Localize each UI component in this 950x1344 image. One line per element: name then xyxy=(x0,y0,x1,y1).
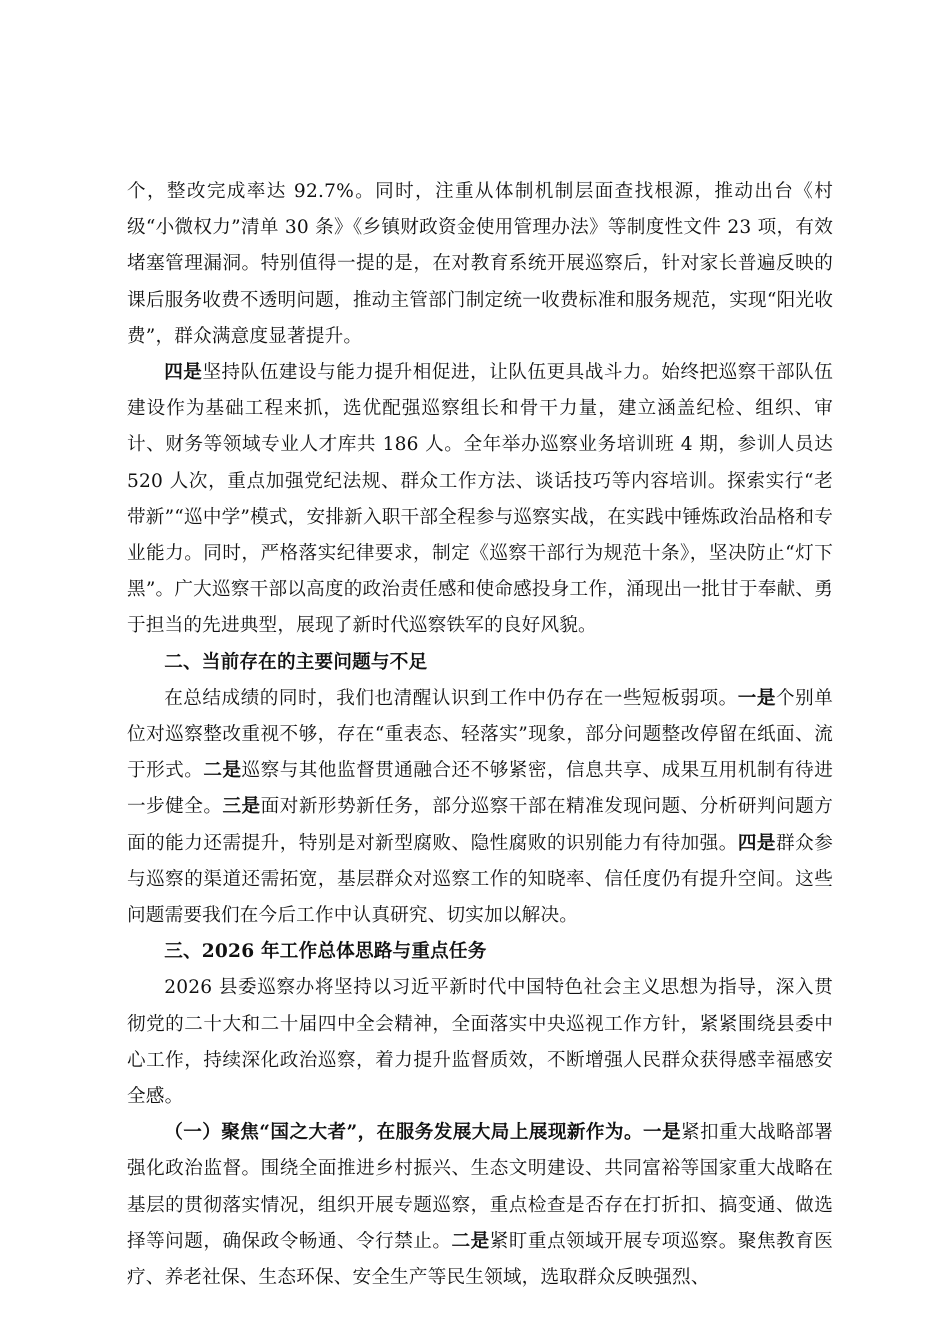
section-heading-2026-plan: 三、2026 年工作总体思路与重点任务 xyxy=(164,941,487,963)
paragraph-text: 紧盯重点领域开展专项巡察。聚焦教育医疗、养老社保、生态环保、安全生产等民生领域，选取群众反映强烈、 xyxy=(127,1230,834,1289)
paragraph-text: 坚持队伍建设与能力提升相促进，让队伍更具战斗力。始终把巡察干部队伍建设作为基础工程来抓，选优配强巡察组长和骨干力量，建立涵盖纪检、组织、审计、财务等领域专业人才库共 186 人。全年举办巡察业务培训班 4 期，参训人员达 520 人次，重点加强党纪法规、群众工作方法、谈话技巧等内容培训。探索实行“老带新”“巡中学”模式，安排新入职干部全程参与巡察实战，在实践中锤炼政治品格和专业能力。同时，严格落实纪律要求，制定《巡察干部行为规范十条》，坚决防止“灯下黑”。广大巡察干部以高度的政治责任感和使命感投身工作，涌现出一批甘于奉献、勇于担当的先进典型，展现了新时代巡察铁军的良好风貌。 xyxy=(127,362,834,637)
paragraph-text: 群众参与巡察的渠道还需拓宽，基层群众对巡察工作的知晓率、信任度仍有提升空间。这些问题需要我们在今后工作中认真研究、切实加以解决。 xyxy=(127,832,834,927)
paragraph-key-task-one xyxy=(127,1115,833,1296)
bold-lead: 四是 xyxy=(164,362,203,384)
paragraph-text: 在总结成绩的同时，我们也清醒认识到工作中仍存在一些短板弱项。 xyxy=(164,687,738,709)
bold-lead: 一是 xyxy=(642,1122,682,1144)
sub-heading: （一）聚焦“国之大者”，在服务发展大局上展现新作为。 xyxy=(164,1122,643,1144)
paragraph-problems xyxy=(127,681,833,934)
bold-lead: 一是 xyxy=(737,687,776,709)
paragraph-text: 紧扣重大战略部署强化政治监督。围绕全面推进乡村振兴、生态文明建设、共同富裕等国家重大战略在基层的贯彻落实情况，组织开展专题巡察，重点检查是否存在打折扣、搞变通、做选择等问题，确保政令畅通、令行禁止。 xyxy=(127,1122,833,1252)
section-heading-problems: 二、当前存在的主要问题与不足 xyxy=(164,651,428,673)
bold-lead: 二是 xyxy=(203,760,242,782)
paragraph-text: 个别单位对巡察整改重视不够，存在“重表态、轻落实”现象，部分问题整改停留在纸面、流于形式。 xyxy=(127,687,833,782)
paragraph-text: 巡察与其他监督贯通融合还不够紧密，信息共享、成果互用机制有待进一步健全。 xyxy=(127,760,833,818)
paragraph-rectification xyxy=(127,174,833,355)
paragraph-text: 个，整改完成率达 92.7%。同时，注重从体制机制层面查找根源，推动出台《村级“小微权力”清单 30 条》《乡镇财政资金使用管理办法》等制度性文件 23 项，有效堵塞管理漏洞。特别值得一提的是，在对教育系统开展巡察后，针对家长普遍反映的课后服务收费不透明问题，推动主管部门制定统一收费标准和服务规范，实现“阳光收费”，群众满意度显著提升。 xyxy=(127,181,833,347)
paragraph-text: 面对新形势新任务，部分巡察干部在精准发现问题、分析研判问题方面的能力还需提升，特别是对新型腐败、隐性腐败的识别能力有待加强。 xyxy=(127,796,833,854)
paragraph-overall-approach xyxy=(127,970,833,1115)
bold-lead: 二是 xyxy=(451,1230,490,1252)
bold-lead: 四是 xyxy=(737,832,777,854)
bold-lead: 三是 xyxy=(222,796,261,818)
paragraph-text: 2026 县委巡察办将坚持以习近平新时代中国特色社会主义思想为指导，深入贯彻党的二十大和二十届四中全会精神，全面落实中央巡视工作方针，紧紧围绕县委中心工作，持续深化政治巡察，着力提升监督质效，不断增强人民群众获得感幸福感安全感。 xyxy=(127,977,833,1108)
paragraph-team-building xyxy=(127,355,833,645)
document-body xyxy=(127,174,833,1296)
